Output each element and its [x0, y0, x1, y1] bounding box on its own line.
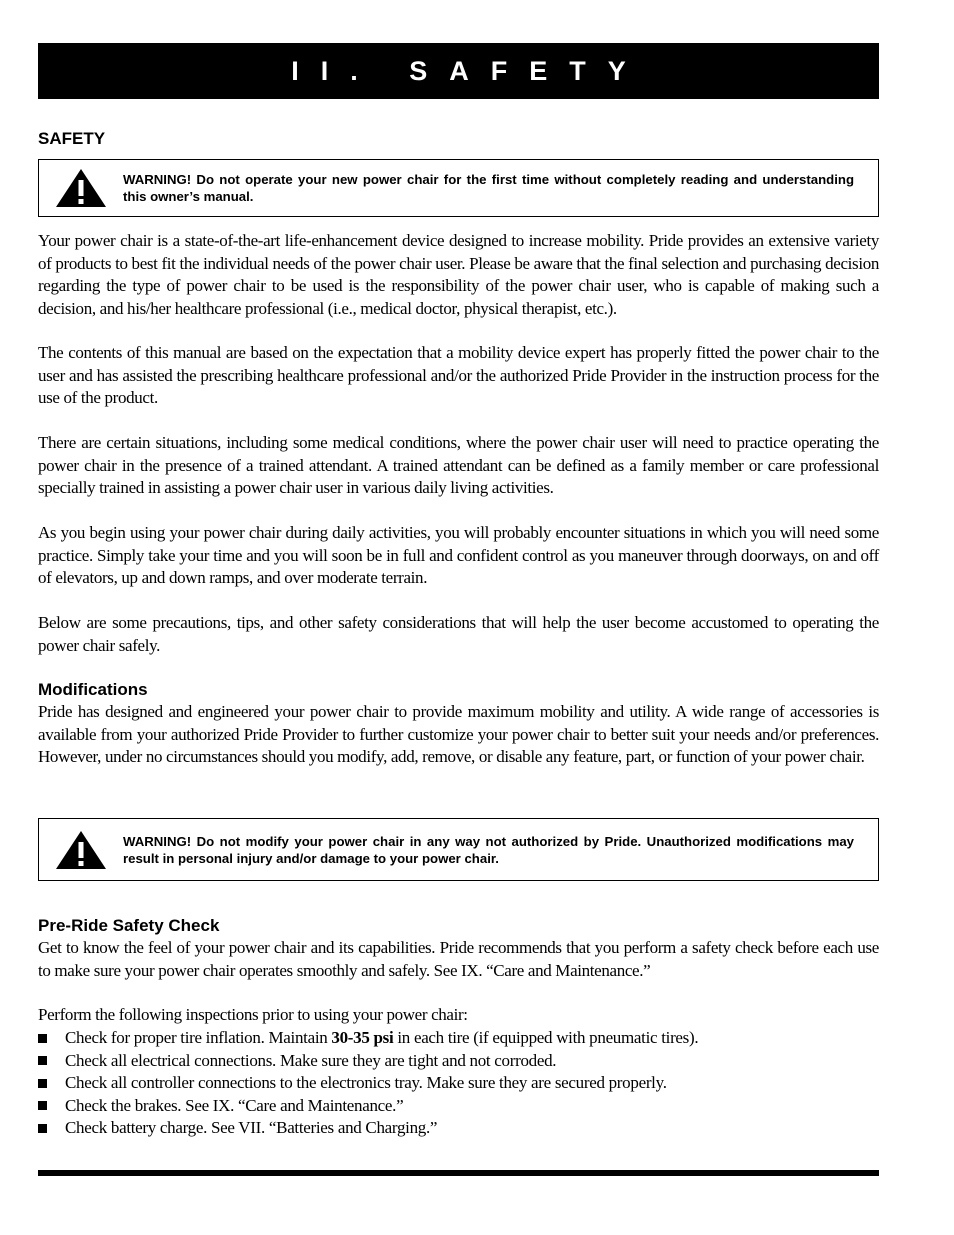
safety-paragraph-4: As you begin using your power chair during daily activities, you will probably encounter situations in which you will need some practice. Simply take your time and you will soon be in full and confident control as you maneuver through doorways, on and off of elevators, up and down ramps, and over moderate terrain. — [38, 523, 879, 587]
warning-text-manual: WARNING! Do not operate your new power chair for the first time without completely reading and understanding this owner’s manual. — [123, 172, 854, 204]
warning-triangle-icon — [39, 168, 123, 208]
modifications-paragraph: Pride has designed and engineered your power chair to provide maximum mobility and utility. A wide range of accessories is available from your authorized Pride Provider to further customize your power chair to better suit your needs and/or preferences. However, under no circumstances should you modify, add, remove, or disable any feature, part, or function of your power chair. — [38, 702, 879, 766]
inspections-intro: Perform the following inspections prior to using your power chair: — [38, 1005, 468, 1024]
square-bullet-icon — [38, 1101, 47, 1110]
warning-text-modifications: WARNING! Do not modify your power chair in any way not authorized by Pride. Unauthorized modifications may result in personal injury and/or damage to your power chair. — [123, 833, 854, 866]
square-bullet-icon — [38, 1079, 47, 1088]
list-item — [38, 1050, 879, 1073]
list-item-text: Check the brakes. See IX. “Care and Maintenance.” — [65, 1095, 404, 1115]
safety-paragraph-2: The contents of this manual are based on the expectation that a mobility device expert has properly fitted the power chair to the user and has assisted the prescribing healthcare professional and/or the authorized Pride Provider in the instruction process for the use of the product. — [38, 343, 879, 407]
inspection-checklist — [38, 1027, 879, 1140]
preride-paragraph: Get to know the feel of your power chair and its capabilities. Pride recommends that you perform a safety check before each use to make sure your power chair operates smoothly and safely. See IX. “Care and Maintenance.” — [38, 938, 879, 980]
list-item — [38, 1117, 879, 1140]
safety-paragraph-3: There are certain situations, including some medical conditions, where the power chair user will need to practice operating the power chair in the presence of a trained attendant. A trained attendant can be defined as a family member or care professional specially trained in assisting a power chair user in various daily living activities. — [38, 433, 879, 497]
preride-heading: Pre-Ride Safety Check — [38, 916, 220, 935]
list-item — [38, 1027, 879, 1050]
tire-pressure-value: 30-35 psi — [331, 1028, 394, 1048]
list-item-text: Check for proper tire inflation. Maintain 30-35 psi in each tire (if equipped with pneumatic tires). — [65, 1028, 699, 1048]
list-item — [38, 1072, 879, 1095]
safety-paragraph-5: Below are some precautions, tips, and other safety considerations that will help the user become accustomed to operating the power chair safely. — [38, 613, 879, 655]
list-item-text: Check all electrical connections. Make sure they are tight and not corroded. — [65, 1050, 557, 1070]
safety-heading: SAFETY — [38, 129, 106, 148]
chapter-banner: II. SAFETY — [38, 43, 879, 99]
square-bullet-icon — [38, 1034, 47, 1043]
list-item — [38, 1095, 879, 1118]
modifications-heading: Modifications — [38, 680, 148, 699]
square-bullet-icon — [38, 1056, 47, 1065]
list-item-text: Check all controller connections to the electronics tray. Make sure they are secured properly. — [65, 1073, 667, 1093]
safety-paragraph-1: Your power chair is a state-of-the-art life-enhancement device designed to increase mobility. Pride provides an extensive variety of products to best fit the individual needs of the power chair user. Please be aware that the final selection and purchasing decision regarding the type of power chair to be used is the responsibility of the power chair user, who is capable of making such a decision, and his/her healthcare professional (i.e., medical doctor, physical therapist, etc.). — [38, 231, 879, 318]
warning-triangle-icon — [39, 830, 123, 870]
list-item-text: Check battery charge. See VII. “Batteries and Charging.” — [65, 1118, 438, 1138]
square-bullet-icon — [38, 1124, 47, 1133]
warning-box-modifications — [38, 818, 879, 881]
footer-rule — [38, 1170, 879, 1176]
warning-box-manual — [38, 159, 879, 217]
